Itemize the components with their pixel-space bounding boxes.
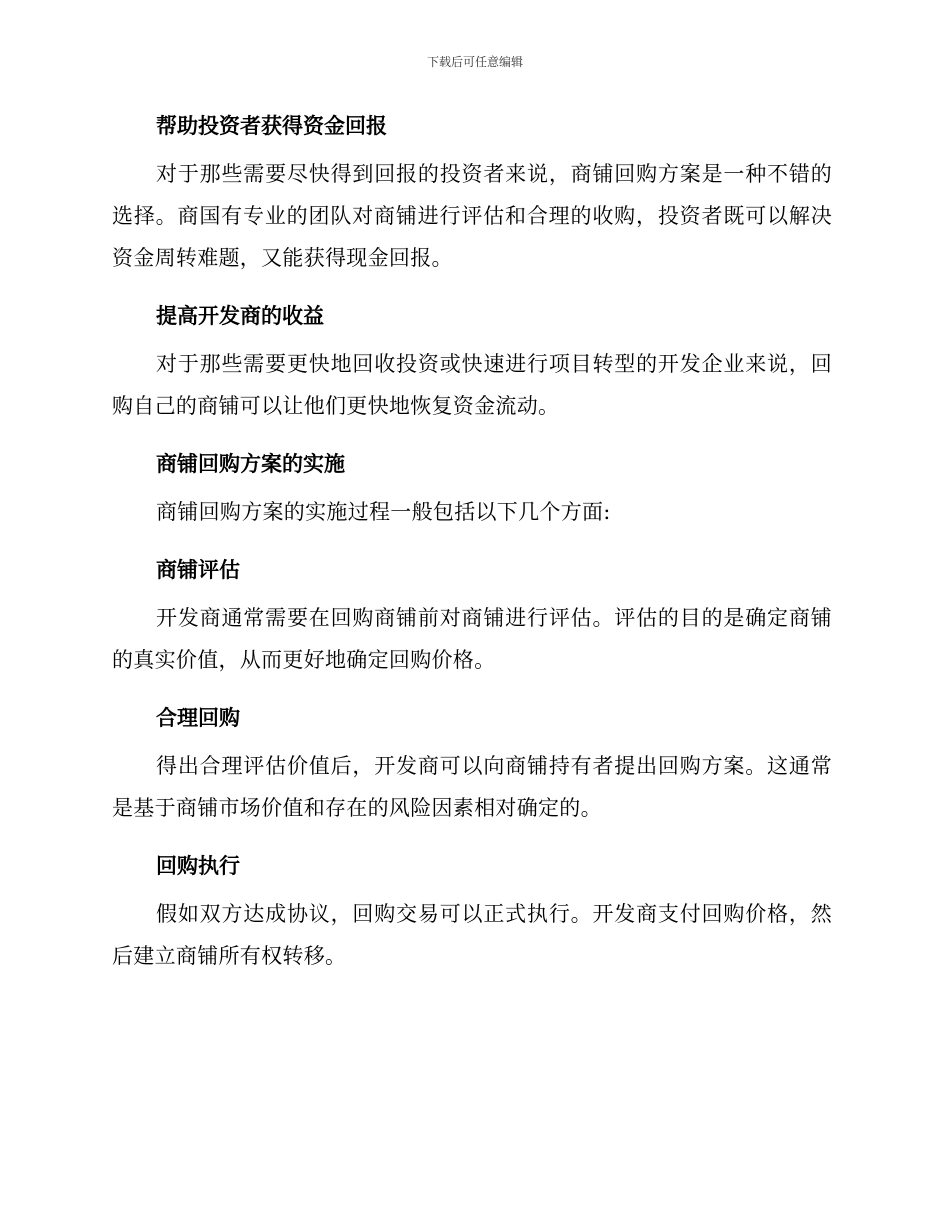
- page-header: 下载后可任意编辑: [426, 55, 523, 69]
- section-heading-investor-returns: 帮助投资者获得资金回报: [156, 114, 387, 138]
- section-heading-implementation: 商铺回购方案的实施: [156, 452, 345, 476]
- section-heading-shop-evaluation: 商铺评估: [156, 558, 240, 582]
- section-heading-reasonable-buyback: 合理回购: [156, 706, 240, 730]
- section-heading-developer-profit: 提高开发商的收益: [156, 304, 324, 328]
- section-body-investor-returns: 对于那些需要尽快得到回报的投资者来说，商铺回购方案是一种不错的选择。商国有专业的团队对商铺进行评估和合理的收购，投资者既可以解决资金周转难题，又能获得现金回报。: [112, 162, 832, 270]
- section-body-reasonable-buyback: 得出合理评估价值后，开发商可以向商铺持有者提出回购方案。这通常是基于商铺市场价值和存在的风险因素相对确定的。: [112, 754, 832, 820]
- section-body-implementation: 商铺回购方案的实施过程一般包括以下几个方面:: [156, 500, 611, 524]
- section-heading-buyback-execution: 回购执行: [156, 854, 240, 878]
- section-body-developer-profit: 对于那些需要更快地回收投资或快速进行项目转型的开发企业来说，回购自己的商铺可以让他们更快地恢复资金流动。: [112, 352, 832, 418]
- document-body: [112, 108, 832, 977]
- section-body-buyback-execution: 假如双方达成协议，回购交易可以正式执行。开发商支付回购价格，然后建立商铺所有权转移。: [112, 902, 832, 968]
- section-body-shop-evaluation: 开发商通常需要在回购商铺前对商铺进行评估。评估的目的是确定商铺的真实价值，从而更好地确定回购价格。: [112, 606, 832, 672]
